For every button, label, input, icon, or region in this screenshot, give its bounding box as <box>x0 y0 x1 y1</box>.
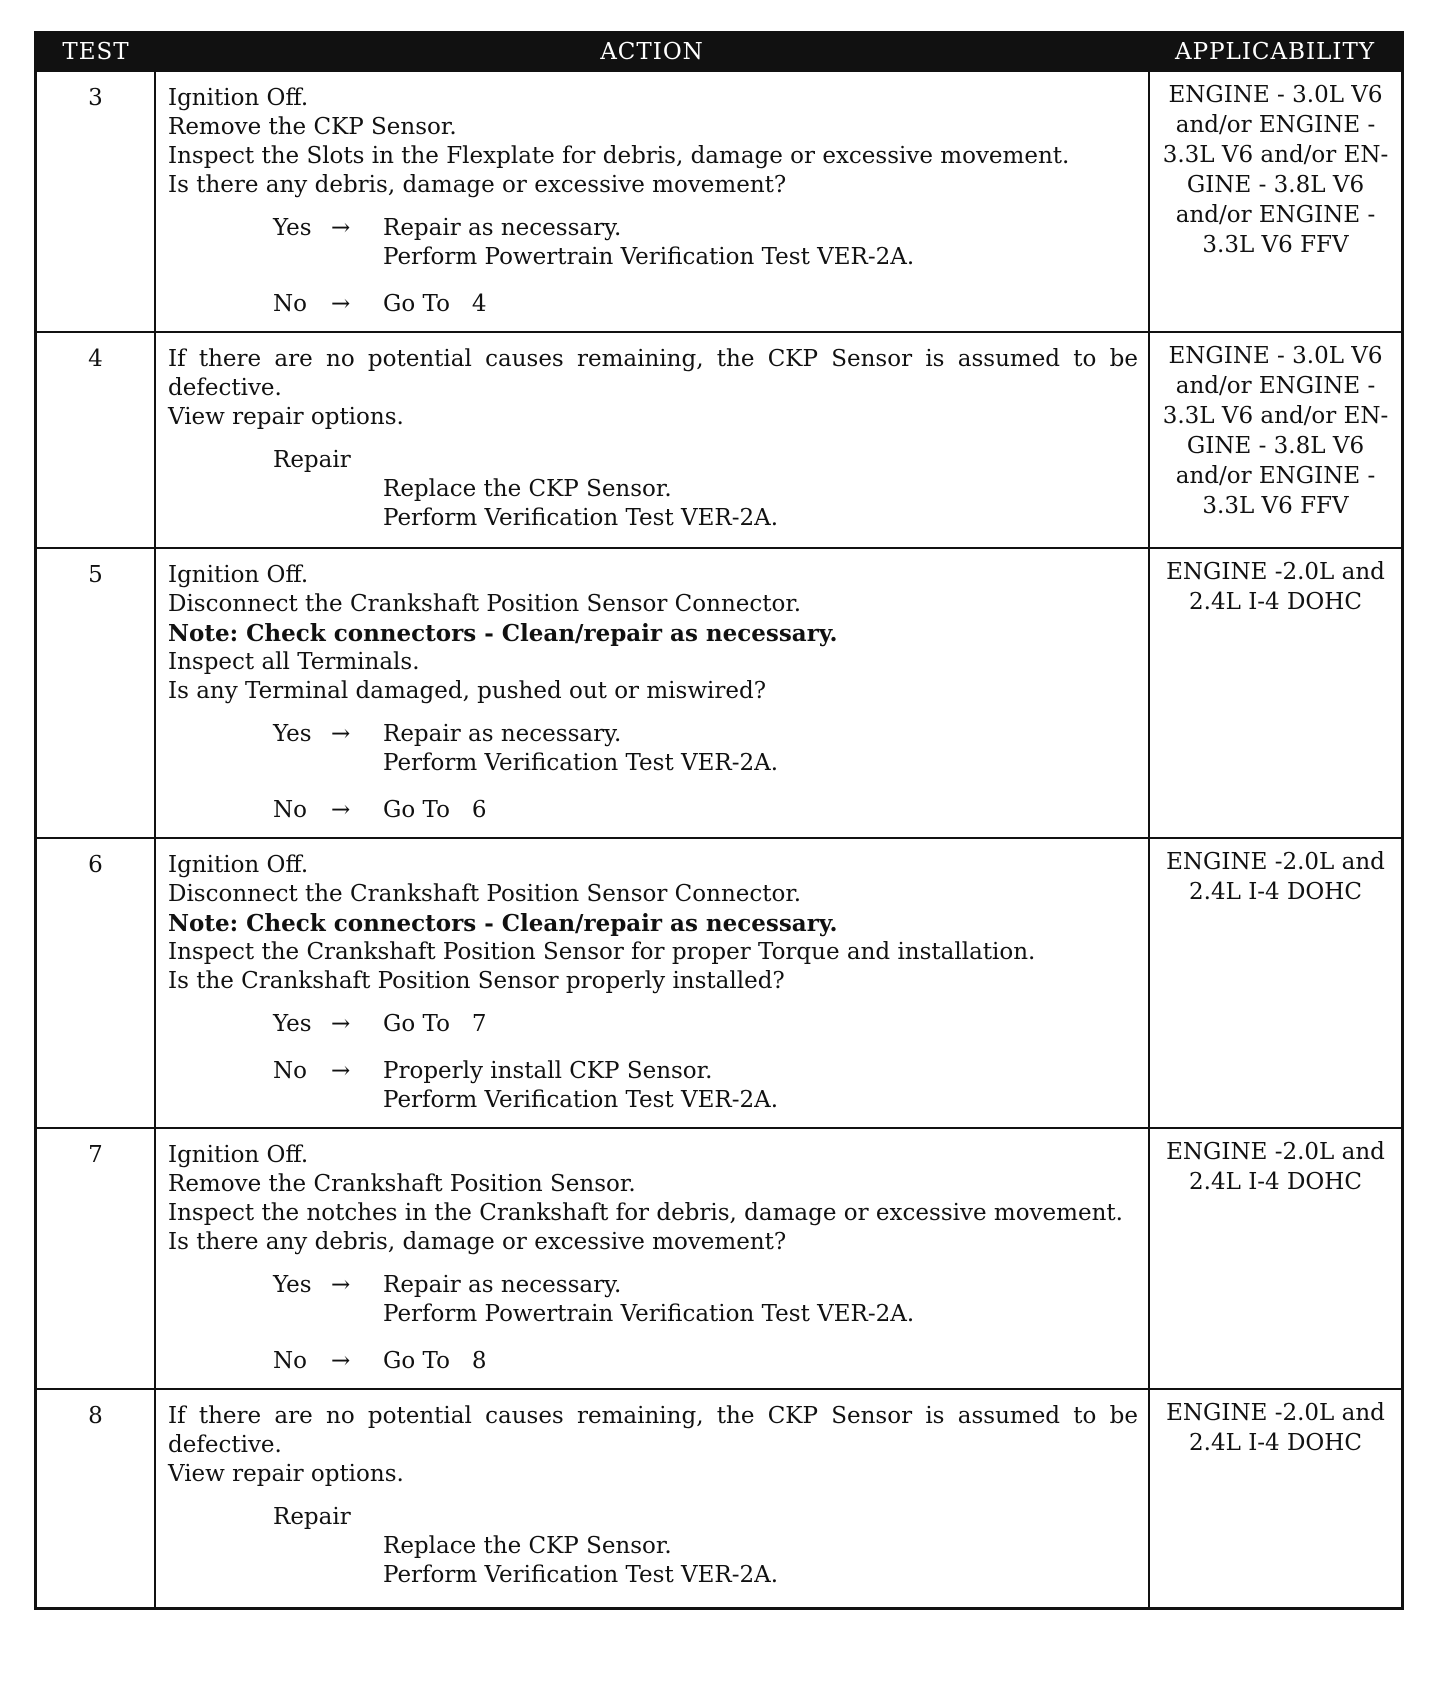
repair-line: Perform Verification Test VER-2A. <box>383 1562 779 1588</box>
action-line: Is any Terminal damaged, pushed out or miswired? <box>168 678 767 704</box>
test-number: 3 <box>37 71 155 332</box>
yes-answer <box>273 720 1138 778</box>
repair-line: Perform Verification Test VER-2A. <box>383 505 779 531</box>
action-cell <box>155 71 1149 332</box>
table-row <box>37 71 1401 332</box>
yes-text <box>383 1010 1138 1039</box>
yes-line: Perform Powertrain Verification Test VER-2A. <box>383 1301 915 1327</box>
no-answer <box>273 796 1138 825</box>
action-line: Is there any debris, damage or excessive movement? <box>168 1229 787 1255</box>
yes-line: Perform Powertrain Verification Test VER-2A. <box>383 244 915 270</box>
yes-line: Repair as necessary. <box>383 215 622 241</box>
action-line: Ignition Off. <box>168 852 309 878</box>
yes-label: Yes <box>273 215 312 241</box>
applicability-cell: ENGINE -2.0L and 2.4L I-4 DOHC <box>1149 1389 1401 1607</box>
yes-line: Repair as necessary. <box>383 721 622 747</box>
table-row <box>37 838 1401 1128</box>
yes-label: Yes <box>273 1011 312 1037</box>
arrow-icon: → <box>331 291 351 317</box>
repair-block <box>273 446 1138 533</box>
yes-line: Go To 7 <box>383 1011 487 1037</box>
yes-text <box>383 214 1138 272</box>
no-label: No <box>273 1348 307 1374</box>
no-line: Properly install CKP Sensor. <box>383 1058 713 1084</box>
action-line: Inspect all Terminals. <box>168 649 420 675</box>
applicability-cell: ENGINE -2.0L and 2.4L I-4 DOHC <box>1149 1128 1401 1389</box>
no-line: Go To 8 <box>383 1348 487 1374</box>
no-line: Perform Verification Test VER-2A. <box>383 1087 779 1113</box>
no-text <box>383 1057 1138 1115</box>
no-line: Go To 6 <box>383 797 487 823</box>
action-line: Ignition Off. <box>168 1142 309 1168</box>
action-line: Remove the CKP Sensor. <box>168 114 457 140</box>
note-line: Note: Check connectors - Clean/repair as necessary. <box>168 620 838 647</box>
action-line: Inspect the Crankshaft Position Sensor for proper Torque and installation. <box>168 939 1036 965</box>
action-line: Remove the Crankshaft Position Sensor. <box>168 1171 636 1197</box>
arrow-icon: → <box>331 1011 351 1037</box>
note-line: Note: Check connectors - Clean/repair as necessary. <box>168 910 838 937</box>
test-number: 8 <box>37 1389 155 1607</box>
applicability-cell: ENGINE -2.0L and 2.4L I-4 DOHC <box>1149 838 1401 1128</box>
action-cell <box>155 1389 1149 1607</box>
repair-label: Repair <box>273 447 351 473</box>
action-cell <box>155 1128 1149 1389</box>
no-label: No <box>273 291 307 317</box>
repair-steps <box>383 1532 1138 1590</box>
applicability-cell: ENGINE -2.0L and 2.4L I-4 DOHC <box>1149 548 1401 838</box>
action-line: View repair options. <box>168 404 404 430</box>
repair-line: Replace the CKP Sensor. <box>383 1533 672 1559</box>
arrow-icon: → <box>331 721 351 747</box>
action-line: Is the Crankshaft Position Sensor properly installed? <box>168 968 785 994</box>
arrow-icon: → <box>331 797 351 823</box>
no-answer <box>273 1347 1138 1376</box>
yes-answer <box>273 1271 1138 1329</box>
test-number: 6 <box>37 838 155 1128</box>
action-line: Inspect the Slots in the Flexplate for debris, damage or excessive movement. <box>168 143 1070 169</box>
action-line: Disconnect the Crankshaft Position Sensor Connector. <box>168 881 802 907</box>
action-line: Ignition Off. <box>168 562 309 588</box>
arrow-icon: → <box>331 215 351 241</box>
table-row <box>37 548 1401 838</box>
yes-answer <box>273 214 1138 272</box>
arrow-icon: → <box>331 1272 351 1298</box>
header-test: TEST <box>37 34 155 71</box>
action-line: View repair options. <box>168 1461 404 1487</box>
yes-label: Yes <box>273 721 312 747</box>
table-row <box>37 332 1401 548</box>
repair-line: Replace the CKP Sensor. <box>383 476 672 502</box>
action-cell <box>155 838 1149 1128</box>
test-number: 5 <box>37 548 155 838</box>
no-text <box>383 1347 1138 1376</box>
action-cell <box>155 548 1149 838</box>
no-label: No <box>273 797 307 823</box>
table-row <box>37 1128 1401 1389</box>
test-table-container <box>34 31 1404 1610</box>
repair-steps <box>383 475 1138 533</box>
test-number: 7 <box>37 1128 155 1389</box>
action-paragraph: If there are no potential causes remaining, the CKP Sensor is assumed to be defective. <box>168 1403 1138 1458</box>
yes-text <box>383 1271 1138 1329</box>
yes-answer <box>273 1010 1138 1039</box>
table-header-row <box>37 34 1401 71</box>
repair-block <box>273 1503 1138 1590</box>
yes-line: Perform Verification Test VER-2A. <box>383 750 779 776</box>
action-cell <box>155 332 1149 548</box>
arrow-icon: → <box>331 1058 351 1084</box>
no-answer <box>273 1057 1138 1115</box>
diagnostic-test-table <box>37 34 1401 1607</box>
applicability-cell: ENGINE - 3.0L V6 and/or ENGINE - 3.3L V6 and/or EN-GINE - 3.8L V6 and/or ENGINE - 3.3L V6 FFV <box>1149 332 1401 548</box>
action-line: Ignition Off. <box>168 85 309 111</box>
yes-text <box>383 720 1138 778</box>
no-answer <box>273 290 1138 319</box>
action-line: Inspect the notches in the Crankshaft for debris, damage or excessive movement. <box>168 1200 1123 1226</box>
table-row <box>37 1389 1401 1607</box>
header-action: ACTION <box>155 34 1149 71</box>
yes-line: Repair as necessary. <box>383 1272 622 1298</box>
test-number: 4 <box>37 332 155 548</box>
repair-label: Repair <box>273 1504 351 1530</box>
arrow-icon: → <box>331 1348 351 1374</box>
applicability-cell: ENGINE - 3.0L V6 and/or ENGINE - 3.3L V6 and/or EN-GINE - 3.8L V6 and/or ENGINE - 3.3L V6 FFV <box>1149 71 1401 332</box>
no-label: No <box>273 1058 307 1084</box>
header-applicability: APPLICABILITY <box>1149 34 1401 71</box>
yes-label: Yes <box>273 1272 312 1298</box>
no-line: Go To 4 <box>383 291 487 317</box>
no-text <box>383 290 1138 319</box>
action-line: Disconnect the Crankshaft Position Sensor Connector. <box>168 591 802 617</box>
action-paragraph: If there are no potential causes remaining, the CKP Sensor is assumed to be defective. <box>168 346 1138 401</box>
action-line: Is there any debris, damage or excessive movement? <box>168 172 787 198</box>
no-text <box>383 796 1138 825</box>
